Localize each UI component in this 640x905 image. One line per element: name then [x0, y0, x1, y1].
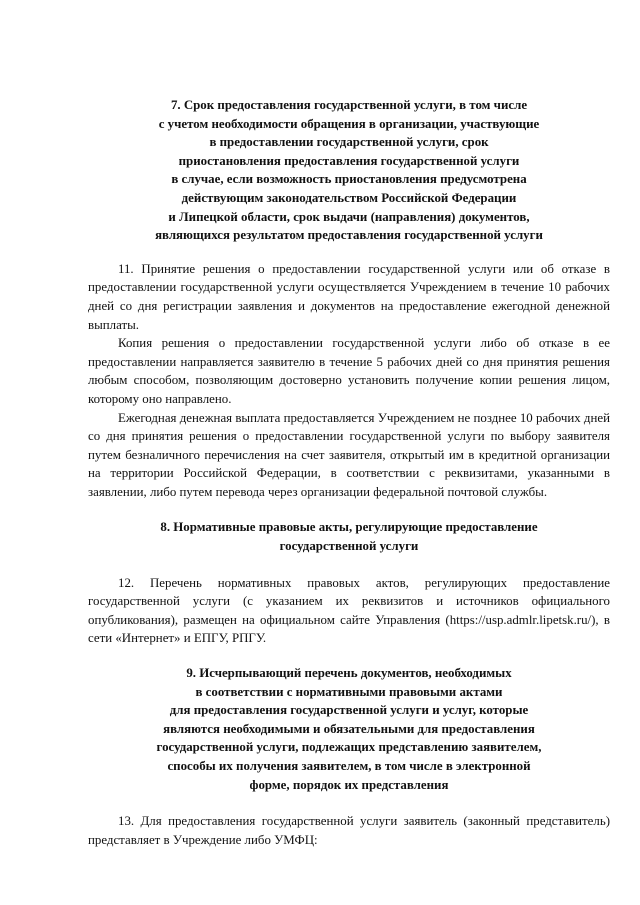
paragraph-11-copy-decision: Копия решения о предоставлении государственной услуги либо об отказе в ее предоставлении направляется заявителю в течение 5 рабочих дней со дня принятия решения любым способом, позволяющим достоверно установить получение копии решения лицом, которому оно направлено.: [88, 336, 610, 406]
heading-line: являющихся результатом предоставления государственной услуги: [155, 228, 543, 243]
heading-line: с учетом необходимости обращения в организации, участвующие: [158, 116, 540, 131]
heading-line: в случае, если возможность приостановления предусмотрена: [171, 172, 527, 187]
section-8-heading: [88, 518, 610, 555]
section-9-body: [88, 812, 610, 849]
section-9-heading: [88, 664, 610, 794]
heading-line: для предоставления государственной услуги и услуг, которые: [169, 703, 529, 718]
paragraph-11: 11. Принятие решения о предоставлении государственной услуги или об отказе в предоставлении государственной услуги осуществляется Учреждением в течение 10 рабочих дней со дня регистрации заявления и документов на предоставление ежегодной денежной выплаты.: [88, 261, 610, 332]
document-page: [88, 96, 610, 849]
heading-line: 9. Исчерпывающий перечень документов, необходимых: [186, 666, 512, 681]
heading-line: действующим законодательством Российской Федерации: [181, 190, 517, 205]
section-7-body: [88, 260, 610, 502]
paragraph-11-payment: Ежегодная денежная выплата предоставляется Учреждением не позднее 10 рабочих дней со дня принятия решения о предоставлении государственной услуги по выбору заявителя путем безналичного перечисления на счет заявителя, открытый им в кредитной организации на территории Российской Федерации, в соответствии с реквизитами, указанными в заявлении, либо путем перевода через организации федеральной почтовой службы.: [88, 410, 610, 499]
heading-line: государственной услуги, подлежащих представлению заявителем,: [156, 740, 542, 755]
heading-line: форме, порядок их представления: [249, 777, 449, 792]
heading-line: 7. Срок предоставления государственной услуги, в том числе: [170, 98, 528, 112]
heading-line: приостановления предоставления государственной услуги: [178, 153, 520, 168]
heading-line: в предоставлении государственной услуги, срок: [209, 135, 489, 150]
section-7-heading: [88, 96, 610, 245]
heading-line: 8. Нормативные правовые акты, регулирующие предоставление: [160, 520, 538, 535]
section-8-body: [88, 574, 610, 648]
heading-line: государственной услуги: [279, 539, 419, 554]
heading-line: способы их получения заявителем, в том числе в электронной: [167, 759, 531, 773]
heading-line: и Липецкой области, срок выдачи (направления) документов,: [168, 209, 530, 224]
heading-line: в соответствии с нормативными правовыми актами: [195, 684, 503, 699]
paragraph-12: 12. Перечень нормативных правовых актов, регулирующих предоставление государственной услуги (с указанием их реквизитов и источников официального опубликования), размещен на официальном сайте Управления (https://usp.admlr.lipetsk.ru/), в сети «Интернет» и ЕПГУ, РПГУ.: [88, 575, 610, 646]
paragraph-13: 13. Для предоставления государственной услуги заявитель (законный представитель) представляет в Учреждение либо УМФЦ:: [88, 814, 610, 847]
heading-line: являются необходимыми и обязательными для предоставления: [163, 721, 535, 736]
